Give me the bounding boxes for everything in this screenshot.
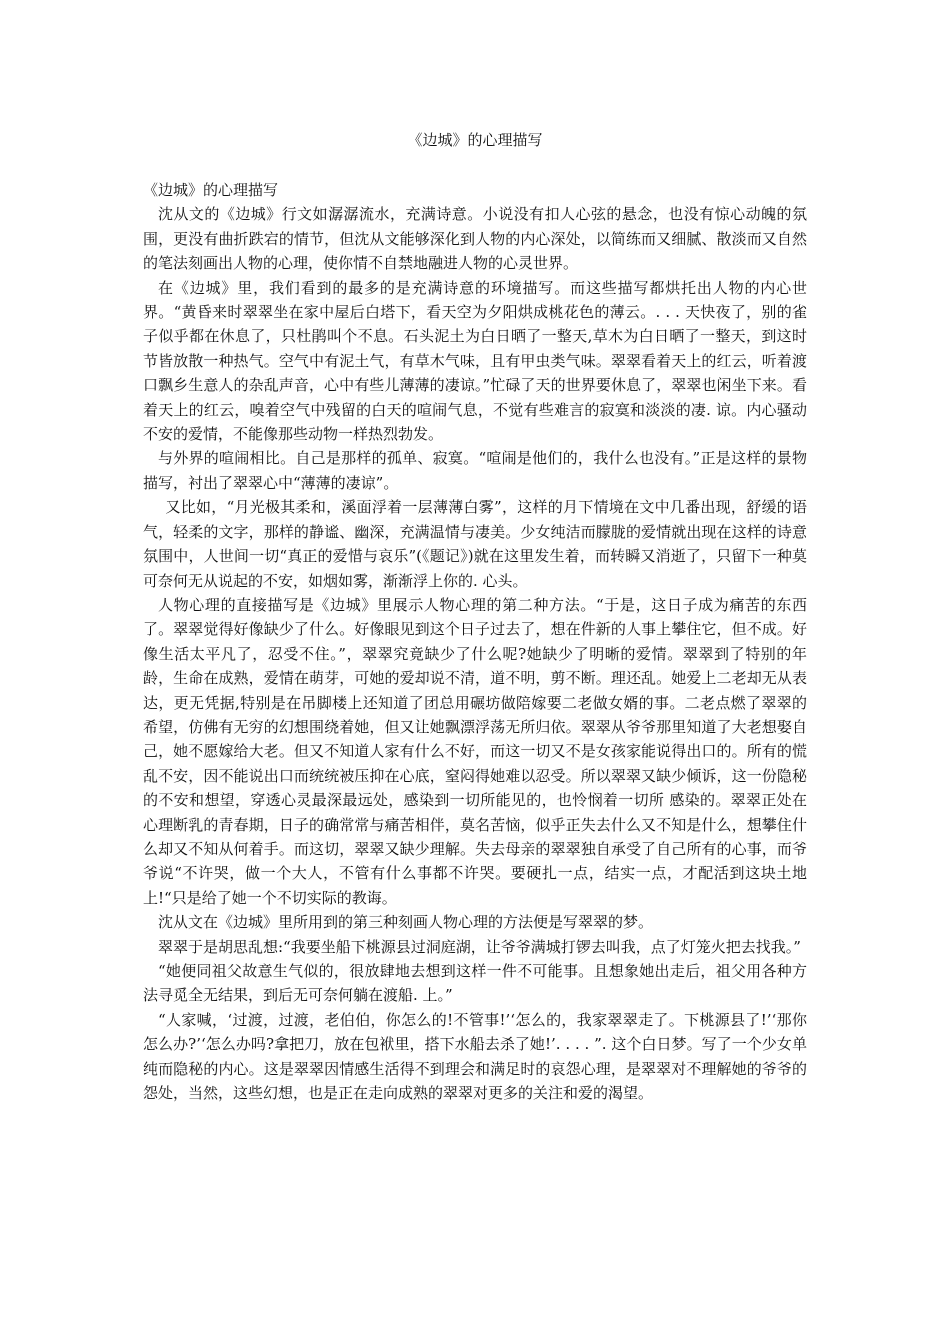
paragraph-environment: 在《边城》里，我们看到的最多的是充满诗意的环境描写。而这些描写都烘托出人物的内心世界。“黄昏来时翠翠坐在家中屋后白塔下，看天空为夕阳烘成桃花色的薄云。. . . 天快夜了，别的雀子似乎都在休息了，只杜鹃叫个不息。石头泥土为白日晒了一整天,草木为白日晒了一整天，到这时节皆放散一种热气。空气中有泥土气，有草木气味，且有甲虫类气味。翠翠看着天上的红云，听着渡口飘乡生意人的杂乱声音，心中有些儿薄薄的凄谅。”忙碌了天的世界要休息了，翠翠也闲坐下来。看着天上的红云，嗅着空气中残留的白天的喧闹气息，不觉有些难言的寂寞和淡淡的凄. 谅。内心骚动不安的爱情，不能像那些动物一样热烈勃发。 [143, 278, 807, 444]
paragraph-dream-3: “人家喊，‘过渡，过渡，老伯伯，你怎么的!不管事!’‘怎么的，我家翠翠走了。下桃源县了!’‘那你怎么办?’‘怎么办吗?拿把刀，放在包袱里，搭下水船去杀了她!’. . . . ”. 这个白日梦。写了一个少女单纯而隐秘的内心。这是翠翠因情感生活得不到理会和满足时的哀怨心理，是翠翠对不理解她的爷爷的怨处，当然，这些幻想，也是正在走向成熟的翠翠对更多的关注和爱的渴望。 [143, 1010, 807, 1103]
paragraph-dream-1: 翠翠于是胡思乱想:“我要坐船下桃源县过洞庭湖，让爷爷满城打锣去叫我，点了灯笼火把去找我。” [158, 937, 801, 956]
paragraph-third-method: 沈从文在《边城》里所用到的第三种刻画人物心理的方法便是写翠翠的梦。 [158, 913, 654, 932]
paragraph-direct-description: 人物心理的直接描写是《边城》里展示人物心理的第二种方法。“于是，这日子成为痛苦的东西了。翠翠觉得好像缺少了什么。好像眼见到这个日子过去了，想在件新的人事上攀住它，但不成。好像生活太平凡了，忍受不住。”，翠翠究竟缺少了什么呢?她缺少了明晰的爱情。翠翠到了特别的年龄，生命在成熟，爱情在萌芽，可她的爱却说不清，道不明，剪不断。理还乱。她爱上二老却无从表达，更无凭据,特别是在吊脚楼上还知道了团总用碾坊做陪嫁要二老做女婿的事。二老点燃了翠翠的希望，仿佛有无穷的幻想围绕着她，但又让她飘漂浮荡无所归依。翠翠从爷爷那里知道了大老想娶自己，她不愿嫁给大老。但又不知道人家有什么不好，而这一切又不是女孩家能说得出口的。所有的慌乱不安，因不能说出口而统统被压抑在心底，窒闷得她难以忍受。所以翠翠又缺少倾诉，这一份隐秘的不安和想望，穿透心灵最深最远处，感染到一切所能见的，也怜悯着一切所 感染的。翠翠正处在心理断乳的青春期，日子的确常常与痛苦相伴，莫名苦恼，似乎正失去什么又不知是什么，想攀住什么却又不知从何着手。而这切，翠翠又缺少理解。失去母亲的翠翠独自承受了自己所有的心事，而爷爷说“不许哭，做一个大人，不管有什么事都不许哭。要硬扎一点，结实一点，才配活到这块土地上!“只是给了她一个不切实际的教诲。 [143, 595, 807, 907]
paragraph-contrast: 与外界的喧闹相比。自己是那样的孤单、寂寞。“喧闹是他们的，我什么也没有。”正是这样的景物描写，衬出了翠翠心中“薄薄的凄谅”。 [143, 449, 807, 492]
paragraph-moonlight: 又比如，“月光极其柔和，溪面浮着一层薄薄白雾”，这样的月下情境在文中几番出现，舒缓的语气，轻柔的文字，那样的静谧、幽深，充满温情与凄美。少女纯洁而朦胧的爱情就出现在这样的诗意氛围中，人世间一切“真正的爱惜与哀乐”(《题记》)就在这里发生着，而转瞬又消逝了，只留下一种莫可奈何无从说起的不安，如烟如雾，渐渐浮上你的. 心头。 [143, 498, 807, 590]
paragraph-dream-2: “她便同祖父故意生气似的，很放肆地去想到这样一件不可能事。且想象她出走后，祖父用各种方法寻觅全无结果，到后无可奈何躺在渡船. 上。” [143, 962, 807, 1005]
paragraph-intro: 沈从文的《边城》行文如潺潺流水，充满诗意。小说没有扣人心弦的悬念，也没有惊心动魄的氛围，更没有曲折跌宕的情节，但沈从文能够深化到人物的内心深处，以简练而又细腻、散淡而又自然的笔法刻画出人物的心理，使你情不自禁地融进人物的心灵世界。 [143, 205, 807, 273]
paragraph-heading: 《边城》的心理描写 [143, 181, 279, 199]
document-body [143, 178, 807, 1105]
document-title: 《边城》的心理描写 [407, 131, 543, 149]
